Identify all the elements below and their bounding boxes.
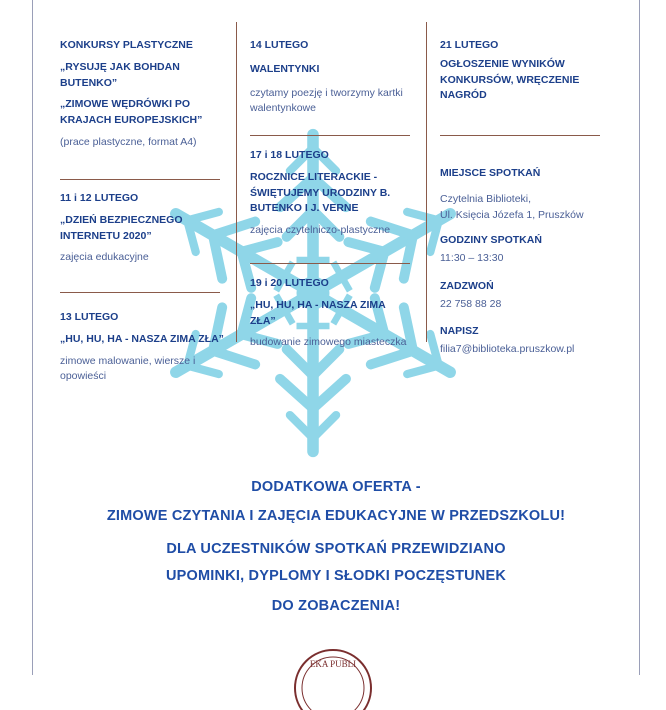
- column-divider-right: [426, 22, 427, 342]
- col1-rule-1: [60, 179, 220, 180]
- gifts-line-1: DLA UCZESTNIKÓW SPOTKAŃ PRZEWIDZIANO: [166, 541, 506, 557]
- contest-heading: KONKURSY PLASTYCZNE: [60, 39, 193, 51]
- col1-rule-2: [60, 292, 220, 293]
- hours-heading: GODZINY SPOTKAŃ: [440, 234, 542, 247]
- event-note: zajęcia edukacyjne: [60, 251, 149, 264]
- column-divider-left: [236, 22, 237, 342]
- contest-note: (prace plastyczne, format A4): [60, 135, 197, 148]
- event-note: czytamy poezję i tworzymy kartki walentynkowe: [250, 86, 403, 115]
- col3-block-2: [440, 166, 625, 358]
- event-date: 14 LUTEGO: [250, 39, 309, 51]
- stamp-text: EKA PUBLI: [309, 659, 357, 669]
- write-heading: NAPISZ: [440, 325, 479, 338]
- phone-number: 22 758 88 28: [440, 297, 502, 310]
- event-title: „DZIEŃ BEZPIECZNEGO INTERNETU 2020”: [60, 213, 183, 242]
- event-title: „HU, HU, HA - NASZA ZIMA ZŁA”: [250, 298, 386, 327]
- place-line-2: Ul. Księcia Józefa 1, Pruszków: [440, 208, 584, 221]
- call-heading: ZADZWOŃ: [440, 279, 494, 292]
- email-address: filia7@biblioteka.pruszkow.pl: [440, 343, 575, 355]
- place-line-1: Czytelnia Biblioteki,: [440, 192, 532, 205]
- library-stamp: [283, 640, 383, 710]
- col2-rule-1: [250, 135, 410, 136]
- col1-block-3: [60, 310, 225, 385]
- extra-offer-text: ZIMOWE CZYTANIA I ZAJĘCIA EDUKACYJNE W PRZEDSZKOLU!: [106, 508, 566, 524]
- event-date: 17 i 18 LUTEGO: [250, 149, 329, 161]
- event-title: ROCZNICE LITERACKIE - ŚWIĘTUJEMY URODZINY B. BUTENKO I J. VERNE: [250, 170, 391, 215]
- event-date: 13 LUTEGO: [60, 311, 119, 323]
- event-title: WALENTYNKI: [250, 62, 320, 75]
- event-date: 19 i 20 LUTEGO: [250, 277, 329, 289]
- hours-value: 11:30 – 13:30: [440, 252, 504, 264]
- contest-item-2: „ZIMOWE WĘDRÓWKI PO KRAJACH EUROPEJSKICH”: [60, 98, 203, 126]
- col2-block-3: [250, 276, 410, 351]
- event-note: zimowe malowanie, wiersze i opowieści: [60, 354, 196, 383]
- event-date: 11 i 12 LUTEGO: [60, 192, 139, 204]
- col1-block-2: [60, 191, 225, 266]
- col3-rule-1: [440, 135, 600, 136]
- goodbye-text: DO ZOBACZENIA!: [271, 598, 401, 614]
- col3-block-1: [440, 38, 610, 104]
- place-heading: MIEJSCE SPOTKAŃ: [440, 167, 541, 179]
- event-note: budowanie zimowego miasteczka: [250, 336, 407, 349]
- col1-block-1: [60, 38, 225, 151]
- event-title: „HU, HU, HA - NASZA ZIMA ZŁA”: [60, 332, 224, 345]
- event-note: zajęcia czytelniczo-plastyczne: [250, 224, 391, 236]
- extra-offer-heading: DODATKOWA OFERTA -: [251, 479, 421, 495]
- contest-item-1: „RYSUJĘ JAK BOHDAN BUTENKO”: [60, 60, 180, 89]
- col2-block-1: [250, 38, 415, 117]
- event-title: OGŁOSZENIE WYNIKÓW KONKURSÓW, WRĘCZENIE NAGRÓD: [440, 57, 580, 102]
- event-date: 21 LUTEGO: [440, 39, 499, 51]
- gifts-line-2: UPOMINKI, DYPLOMY I SŁODKI POCZĘSTUNEK: [165, 568, 507, 584]
- col2-rule-2: [250, 263, 410, 264]
- col2-block-2: [250, 148, 410, 239]
